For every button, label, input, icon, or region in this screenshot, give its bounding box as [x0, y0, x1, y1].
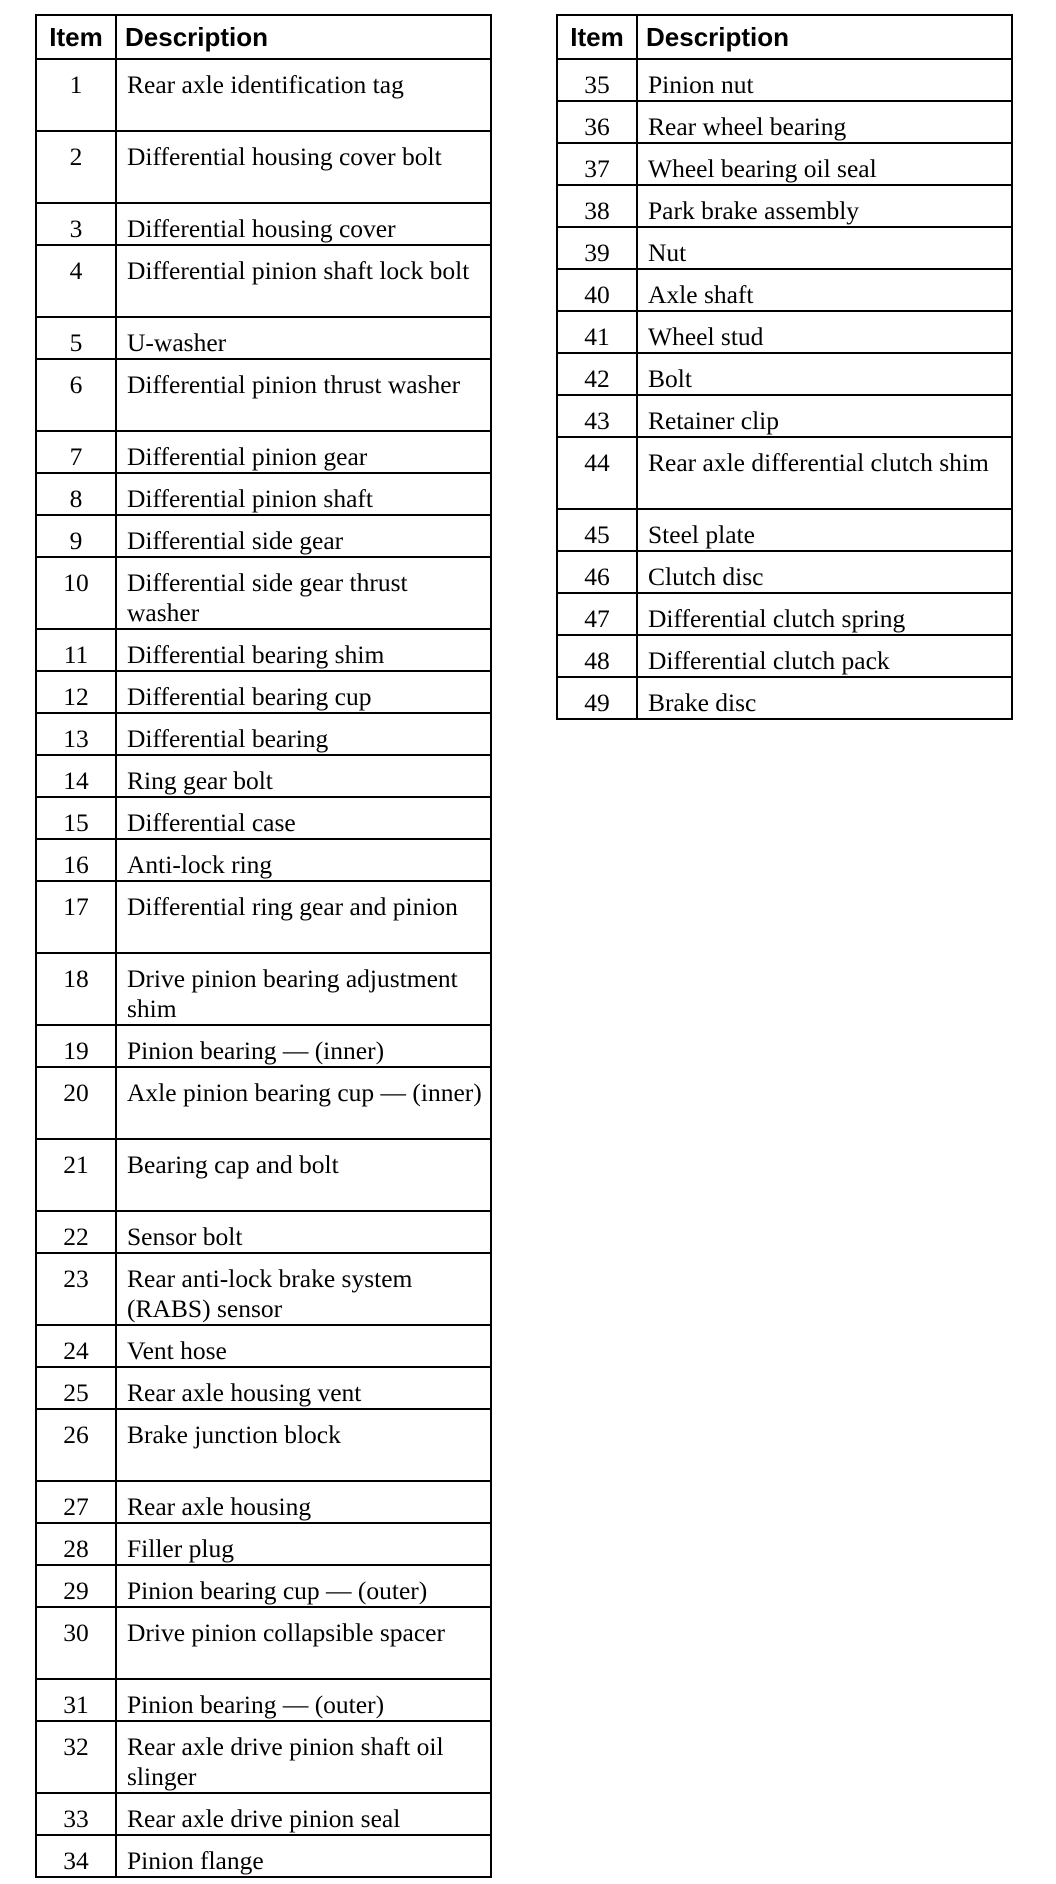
- item-number: 10: [36, 557, 116, 629]
- table-row: [36, 431, 491, 473]
- table-row: [557, 677, 1012, 719]
- table-row: [36, 1523, 491, 1565]
- table-row: [36, 245, 491, 317]
- item-description: Brake junction block: [116, 1409, 491, 1481]
- header-row: [36, 15, 491, 59]
- item-number: 39: [557, 227, 637, 269]
- table-row: [36, 557, 491, 629]
- item-number: 15: [36, 797, 116, 839]
- item-number: 20: [36, 1067, 116, 1139]
- item-number: 46: [557, 551, 637, 593]
- item-number: 7: [36, 431, 116, 473]
- item-number: 13: [36, 713, 116, 755]
- item-number: 18: [36, 953, 116, 1025]
- item-number: 4: [36, 245, 116, 317]
- item-column-header: Item: [36, 15, 116, 59]
- item-description: Differential pinion shaft lock bolt: [116, 245, 491, 317]
- item-description: Differential bearing shim: [116, 629, 491, 671]
- table-row: [557, 311, 1012, 353]
- item-number: 1: [36, 59, 116, 131]
- item-number: 25: [36, 1367, 116, 1409]
- table-row: [36, 797, 491, 839]
- item-number: 14: [36, 755, 116, 797]
- item-number: 45: [557, 509, 637, 551]
- item-description: Differential housing cover: [116, 203, 491, 245]
- table-row: [36, 203, 491, 245]
- item-number: 17: [36, 881, 116, 953]
- item-number: 8: [36, 473, 116, 515]
- item-description: Ring gear bolt: [116, 755, 491, 797]
- item-number: 44: [557, 437, 637, 509]
- item-description: Brake disc: [637, 677, 1012, 719]
- item-description: Differential side gear: [116, 515, 491, 557]
- item-description: Rear axle housing: [116, 1481, 491, 1523]
- table-row: [36, 1211, 491, 1253]
- item-description: Axle pinion bearing cup — (inner): [116, 1067, 491, 1139]
- table-row: [36, 59, 491, 131]
- table-row: [36, 1679, 491, 1721]
- item-description: Vent hose: [116, 1325, 491, 1367]
- item-description: Differential bearing: [116, 713, 491, 755]
- description-column-header: Description: [116, 15, 491, 59]
- table-row: [36, 953, 491, 1025]
- item-number: 40: [557, 269, 637, 311]
- table-row: [557, 353, 1012, 395]
- item-description: Rear anti-lock brake system (RABS) sensor: [116, 1253, 491, 1325]
- table-row: [36, 1607, 491, 1679]
- item-number: 34: [36, 1835, 116, 1877]
- item-number: 35: [557, 59, 637, 101]
- item-description: Pinion bearing — (outer): [116, 1679, 491, 1721]
- table-row: [36, 359, 491, 431]
- item-description: Bearing cap and bolt: [116, 1139, 491, 1211]
- table-row: [36, 1139, 491, 1211]
- item-description: Differential pinion shaft: [116, 473, 491, 515]
- item-description: Rear axle housing vent: [116, 1367, 491, 1409]
- table-row: [36, 1325, 491, 1367]
- item-description: Nut: [637, 227, 1012, 269]
- item-number: 32: [36, 1721, 116, 1793]
- table-row: [557, 59, 1012, 101]
- header-row: [557, 15, 1012, 59]
- item-number: 6: [36, 359, 116, 431]
- item-description: Pinion bearing — (inner): [116, 1025, 491, 1067]
- item-number: 41: [557, 311, 637, 353]
- item-description: Differential ring gear and pinion: [116, 881, 491, 953]
- item-description: Axle shaft: [637, 269, 1012, 311]
- table-row: [557, 185, 1012, 227]
- item-description: Differential side gear thrust washer: [116, 557, 491, 629]
- table-row: [36, 713, 491, 755]
- table-row: [36, 131, 491, 203]
- item-number: 47: [557, 593, 637, 635]
- item-number: 12: [36, 671, 116, 713]
- table-row: [36, 1067, 491, 1139]
- table-row: [557, 227, 1012, 269]
- item-description: Retainer clip: [637, 395, 1012, 437]
- item-number: 36: [557, 101, 637, 143]
- item-number: 22: [36, 1211, 116, 1253]
- item-description: Drive pinion collapsible spacer: [116, 1607, 491, 1679]
- table-row: [557, 635, 1012, 677]
- item-number: 49: [557, 677, 637, 719]
- table-row: [36, 629, 491, 671]
- item-number: 26: [36, 1409, 116, 1481]
- description-column-header: Description: [637, 15, 1012, 59]
- item-description: Differential housing cover bolt: [116, 131, 491, 203]
- table-row: [557, 143, 1012, 185]
- item-description: Pinion bearing cup — (outer): [116, 1565, 491, 1607]
- item-description: Clutch disc: [637, 551, 1012, 593]
- item-number: 24: [36, 1325, 116, 1367]
- item-description: Steel plate: [637, 509, 1012, 551]
- table-row: [36, 1481, 491, 1523]
- item-number: 9: [36, 515, 116, 557]
- table-row: [36, 881, 491, 953]
- item-number: 3: [36, 203, 116, 245]
- item-description: Wheel bearing oil seal: [637, 143, 1012, 185]
- item-number: 11: [36, 629, 116, 671]
- table-row: [36, 671, 491, 713]
- item-description: Differential pinion gear: [116, 431, 491, 473]
- item-number: 5: [36, 317, 116, 359]
- item-number: 19: [36, 1025, 116, 1067]
- item-number: 33: [36, 1793, 116, 1835]
- table-row: [557, 269, 1012, 311]
- item-description: Differential bearing cup: [116, 671, 491, 713]
- table-row: [557, 593, 1012, 635]
- item-number: 29: [36, 1565, 116, 1607]
- table-row: [36, 1721, 491, 1793]
- item-description: Differential pinion thrust washer: [116, 359, 491, 431]
- item-number: 2: [36, 131, 116, 203]
- item-number: 16: [36, 839, 116, 881]
- item-description: Bolt: [637, 353, 1012, 395]
- table-row: [557, 395, 1012, 437]
- item-description: Differential clutch pack: [637, 635, 1012, 677]
- item-description: Differential case: [116, 797, 491, 839]
- item-description: U-washer: [116, 317, 491, 359]
- item-description: Park brake assembly: [637, 185, 1012, 227]
- item-description: Pinion flange: [116, 1835, 491, 1877]
- item-number: 30: [36, 1607, 116, 1679]
- item-number: 37: [557, 143, 637, 185]
- item-description: Pinion nut: [637, 59, 1012, 101]
- table-row: [36, 317, 491, 359]
- item-description: Rear axle identification tag: [116, 59, 491, 131]
- item-number: 48: [557, 635, 637, 677]
- table-row: [36, 839, 491, 881]
- table-row: [36, 1409, 491, 1481]
- table-row: [36, 755, 491, 797]
- item-description: Anti-lock ring: [116, 839, 491, 881]
- item-column-header: Item: [557, 15, 637, 59]
- table-body: [36, 59, 491, 1877]
- item-description: Drive pinion bearing adjustment shim: [116, 953, 491, 1025]
- item-description: Wheel stud: [637, 311, 1012, 353]
- item-description: Rear axle drive pinion shaft oil slinger: [116, 1721, 491, 1793]
- table-row: [36, 515, 491, 557]
- item-number: 28: [36, 1523, 116, 1565]
- parts-table-right: [556, 14, 1013, 720]
- table-row: [557, 509, 1012, 551]
- item-number: 23: [36, 1253, 116, 1325]
- table-row: [557, 437, 1012, 509]
- item-number: 31: [36, 1679, 116, 1721]
- table-row: [36, 1253, 491, 1325]
- item-number: 27: [36, 1481, 116, 1523]
- table-row: [36, 1835, 491, 1877]
- item-description: Filler plug: [116, 1523, 491, 1565]
- table-row: [557, 551, 1012, 593]
- table-body: [557, 59, 1012, 719]
- parts-table-left: [35, 14, 492, 1878]
- table-row: [36, 1367, 491, 1409]
- table-row: [36, 1793, 491, 1835]
- item-number: 43: [557, 395, 637, 437]
- table-row: [36, 473, 491, 515]
- table-row: [36, 1565, 491, 1607]
- table-row: [557, 101, 1012, 143]
- item-description: Rear axle drive pinion seal: [116, 1793, 491, 1835]
- item-number: 21: [36, 1139, 116, 1211]
- item-description: Rear axle differential clutch shim: [637, 437, 1012, 509]
- item-number: 42: [557, 353, 637, 395]
- item-description: Differential clutch spring: [637, 593, 1012, 635]
- table-row: [36, 1025, 491, 1067]
- item-description: Rear wheel bearing: [637, 101, 1012, 143]
- item-description: Sensor bolt: [116, 1211, 491, 1253]
- item-number: 38: [557, 185, 637, 227]
